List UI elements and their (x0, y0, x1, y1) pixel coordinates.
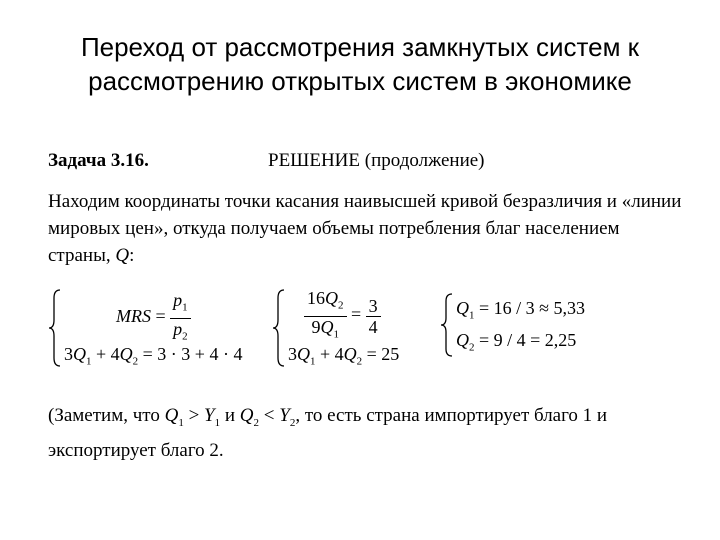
q2-subscript: 2 (356, 355, 363, 368)
mrs-equals: = (151, 306, 171, 327)
price-ratio-fraction (170, 290, 191, 346)
note-text-1: (Заметим, что (48, 405, 165, 426)
num-sub: 2 (338, 299, 344, 312)
q2-symbol: Q (343, 344, 357, 364)
price-fraction (366, 296, 381, 337)
note-y2: Y (279, 405, 290, 426)
brace-icon (272, 288, 286, 368)
equation-system-3 (440, 292, 620, 360)
note-y1-sub: 1 (214, 416, 221, 429)
num-coef: 16 (307, 288, 325, 308)
budget-equation-2 (288, 344, 399, 368)
paragraph-text: Находим координаты точки касания наивысшей кривой безразличия и «линии мировых цен», откуда получаем объемы потребления благ населением страны, (48, 191, 682, 266)
solution-paragraph (48, 188, 684, 269)
p2-symbol: p (173, 318, 183, 339)
note-text-end: , то есть страна импортирует благо 1 и экспортирует благо 2. (48, 405, 608, 461)
task-label: Задача 3.16. (48, 150, 149, 171)
note-gt: > (183, 405, 205, 426)
den-sub: 1 (333, 328, 339, 341)
mrs-symbol: MRS (116, 306, 151, 327)
q2-symbol: Q (119, 344, 133, 364)
q1-symbol: Q (73, 344, 86, 364)
paragraph-variable: Q (115, 245, 130, 266)
num-q: Q (325, 288, 338, 308)
brace-icon (440, 292, 454, 358)
q1-subscript: 1 (310, 355, 316, 368)
note-q1: Q (164, 405, 179, 426)
note-y2-sub: 2 (289, 416, 296, 429)
equation-system-2 (272, 288, 422, 368)
rhs-num: 3 (366, 296, 381, 317)
paragraph-end: : (129, 245, 135, 266)
coef-3: 3 (288, 344, 297, 364)
tangency-equation (304, 288, 381, 344)
q2-result-symbol: Q (456, 330, 469, 350)
brace-icon (48, 288, 62, 368)
note-q2: Q (239, 405, 254, 426)
q1-result-symbol: Q (456, 298, 469, 318)
q1-result-value: = 16 / 3 ≈ 5,33 (474, 298, 586, 318)
coef-3: 3 (64, 344, 73, 364)
title-line-2: рассмотрению открытых систем в экономике (88, 66, 632, 96)
solution-label: РЕШЕНИЕ (продолжение) (268, 150, 485, 171)
den-q: Q (320, 316, 334, 337)
den-coef: 9 (311, 316, 321, 337)
equation-system-1 (48, 288, 258, 368)
title-line-1: Переход от рассмотрения замкнутых систем к (80, 32, 640, 62)
q1-symbol: Q (297, 344, 310, 364)
q2-result (456, 330, 576, 354)
p1-subscript: 1 (182, 301, 188, 314)
note-q2-sub: 2 (253, 416, 260, 429)
q2-result-value: = 9 / 4 = 2,25 (474, 330, 577, 350)
q2-subscript: 2 (132, 355, 139, 368)
budget-rhs-1: = 3 · 3 + 4 · 4 (138, 344, 243, 364)
plus-4: + 4 (91, 344, 120, 364)
slide-title (0, 30, 720, 98)
mrs-equation (116, 290, 191, 346)
q-ratio-fraction (304, 288, 347, 344)
p1-symbol: p (173, 290, 183, 310)
note-paragraph (48, 402, 698, 464)
q1-result-sub: 1 (469, 309, 475, 322)
note-lt: < (259, 405, 280, 426)
q2-result-sub: 2 (469, 341, 475, 354)
q1-result (456, 298, 585, 322)
ratio-equals: = (346, 304, 366, 325)
q1-subscript: 1 (86, 355, 92, 368)
note-and: и (220, 405, 240, 426)
p2-subscript: 2 (182, 330, 188, 343)
plus-4: + 4 (315, 344, 344, 364)
budget-rhs-2: = 25 (362, 344, 400, 364)
rhs-den: 4 (368, 316, 378, 337)
note-q1-sub: 1 (178, 416, 184, 429)
note-y1: Y (204, 405, 215, 426)
budget-equation-1 (64, 344, 242, 368)
